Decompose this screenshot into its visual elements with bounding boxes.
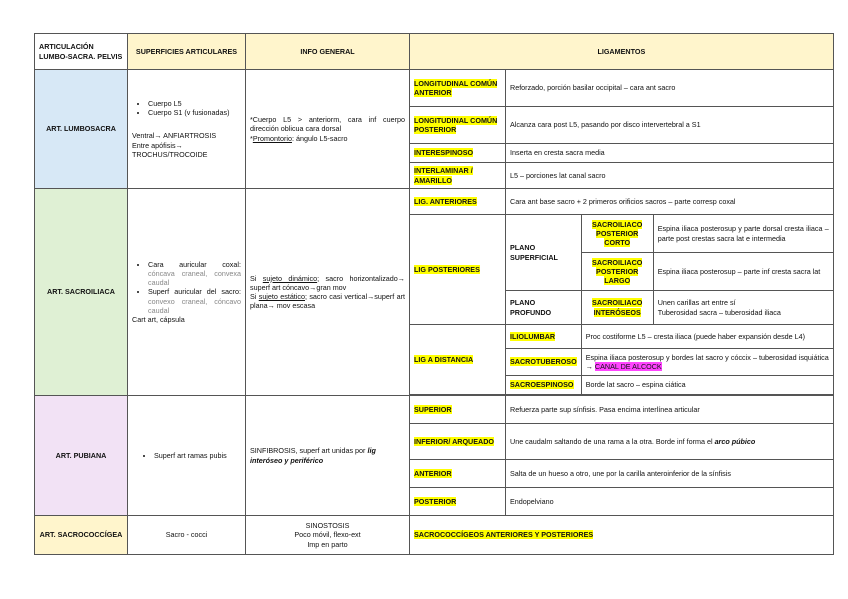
sacroiliaca-sup-item xyxy=(148,260,241,288)
lig-name-cell xyxy=(581,253,653,291)
art-pubiana: ART. PUBIANA xyxy=(35,396,128,516)
sacrococcigea-superficies: Sacro - cocci xyxy=(128,516,246,555)
lig-name-cell xyxy=(410,163,506,189)
sacroiliaca-superficies xyxy=(128,189,246,396)
lig-name-cell xyxy=(410,144,506,163)
lig-sacroiliaco-post-corto: SACROILIACO POSTERIOR CORTO xyxy=(592,219,643,248)
sacroiliaca-sup-item xyxy=(148,287,241,315)
lig-desc: Inserta en cresta sacra media xyxy=(506,144,834,163)
lig-name-cell xyxy=(410,460,506,488)
lig-name-cell xyxy=(410,396,506,424)
lig-posteriores: LIG POSTERIORES xyxy=(414,264,480,274)
sup-detail: convexo craneal, cóncavo caudal xyxy=(148,296,241,315)
lig-desc: Endopelviano xyxy=(506,488,834,516)
lig-a-distancia: LIG A DISTANCIA xyxy=(414,354,474,364)
info-rest: ; sacro horizontalizado→ superf art cóncavo→gran mov xyxy=(250,273,405,292)
lig-desc: Proc costiforme L5 – cresta iliaca (puede haber expansión desde L4) xyxy=(581,325,833,349)
lumbosacra-superficies xyxy=(128,70,246,189)
art-lumbosacra: ART. LUMBOSACRA xyxy=(35,70,128,189)
lig-posterior: POSTERIOR xyxy=(414,496,457,506)
lig-name-cell xyxy=(410,107,506,144)
lig-sacroiliaco-interoseos: SACROILIACO INTERÓSEOS xyxy=(592,298,643,317)
lig-longitudinal-posterior: LONGITUDINAL COMÚN POSTERIOR xyxy=(414,115,498,134)
info-line: SINOSTOSIS xyxy=(305,521,350,531)
lig-desc: L5 – porciones lat canal sacro xyxy=(506,163,834,189)
sup-label: Cara auricular coxal: xyxy=(148,259,241,269)
lumbosacra-info-rest: : ángulo L5-sacro xyxy=(291,133,348,143)
lumbosacra-sup-line: TROCHUS/TROCOIDE xyxy=(132,149,208,159)
pubiana-info-emph: lig interóseo y periférico xyxy=(250,446,376,465)
lig-interlaminar: INTERLAMINAR / AMARILLO xyxy=(414,166,473,185)
lig-name-cell xyxy=(581,215,653,253)
lig-desc: Borde lat sacro – espina ciática xyxy=(581,376,833,395)
lig-name-cell xyxy=(506,376,582,395)
lig-name-cell xyxy=(410,488,506,516)
plano-profundo: PLANO PROFUNDO xyxy=(506,291,582,325)
lig-desc xyxy=(653,291,833,325)
lig-sacrotuberoso: SACROTUBEROSO xyxy=(510,357,577,367)
lig-interespinoso: INTERESPINOSO xyxy=(414,148,474,158)
lig-desc xyxy=(581,349,833,376)
lig-desc: Espina iliaca posterosup y parte dorsal cresta iliaca – parte post crestas sacra lat e intermedia xyxy=(653,215,833,253)
pubiana-info-text: SINFIBROSIS, superf art unidas por xyxy=(250,446,368,456)
info-rest: ; sacro casi vertical→superf art plana→ mov escasa xyxy=(250,292,405,311)
sujeto-estatico-term: sujeto estático xyxy=(258,292,305,301)
header-articulacion: ARTICULACIÓN LUMBO-SACRA. PELVIS xyxy=(35,34,128,70)
lig-anteriores: LIG. ANTERIORES xyxy=(414,196,477,206)
lig-desc-text: Espina iliaca posterosup y bordes lat sacro y cóccix – tuberosidad isquiática → xyxy=(585,352,829,371)
lumbosacra-sup-line: Ventral→ ANFIARTROSIS xyxy=(132,131,217,141)
lig-desc: Espina iliaca posterosup – parte inf cresta sacra lat xyxy=(653,253,833,291)
canal-alcock-highlight: CANAL DE ALCOCK xyxy=(594,362,662,371)
lig-name-cell xyxy=(410,424,506,460)
lig-desc: Refuerza parte sup sínfisis. Pasa encima interlínea articular xyxy=(506,396,834,424)
info-si: Si xyxy=(250,273,263,283)
sacroiliaca-info xyxy=(246,189,410,396)
header-ligamentos: LIGAMENTOS xyxy=(410,34,834,70)
header-superficies: SUPERFICIES ARTICULARES xyxy=(128,34,246,70)
sujeto-dinamico-term: sujeto dinámico xyxy=(262,273,318,283)
lumbosacra-info xyxy=(246,70,410,189)
arco-pubico-term: arco púbico xyxy=(714,436,756,446)
sacrococcigea-info xyxy=(246,516,410,555)
lumbosacra-sup-item: • Cuerpo S1 (v fusionadas) xyxy=(148,108,241,117)
lig-name-cell xyxy=(410,325,506,395)
header-info-general: INFO GENERAL xyxy=(246,34,410,70)
sup-detail: cóncava craneal, convexa caudal xyxy=(148,268,241,288)
lig-name-cell xyxy=(410,70,506,107)
lig-desc-text: Une caudalm saltando de una rama a la otra. Borde inf forma el xyxy=(510,436,715,446)
lig-longitudinal-anterior: LONGITUDINAL COMÚN ANTERIOR xyxy=(414,78,498,97)
lig-superior: SUPERIOR xyxy=(414,404,452,414)
lig-name-cell xyxy=(506,325,582,349)
info-line: Poco móvil, flexo-ext xyxy=(294,530,361,540)
pubiana-info xyxy=(246,396,410,516)
sup-label: Superf auricular del sacro: xyxy=(148,287,241,297)
lig-name-cell xyxy=(410,215,506,325)
sacroiliaca-cart: Cart art, cápsula xyxy=(132,315,185,325)
info-line: Imp en parto xyxy=(307,539,348,549)
pubiana-superficies xyxy=(128,396,246,516)
lig-desc: Salta de un hueso a otro, une por la carilla anteroinferior de la sínfisis xyxy=(506,460,834,488)
lig-desc: Reforzado, porción basilar occipital – cara ant sacro xyxy=(506,70,834,107)
lig-name-cell xyxy=(410,516,834,555)
lig-name-cell xyxy=(506,349,582,376)
info-si: Si xyxy=(250,292,259,301)
articulation-table xyxy=(34,33,834,555)
lumbosacra-info-star: * xyxy=(250,133,253,143)
lig-desc: Alcanza cara post L5, pasando por disco intervertebral a S1 xyxy=(506,107,834,144)
lig-sacroespinoso: SACROESPINOSO xyxy=(510,380,574,390)
art-sacroiliaca: ART. SACROILIACA xyxy=(35,189,128,396)
lig-iliolumbar: ILIOLUMBAR xyxy=(510,331,556,341)
art-sacrococcigea: ART. SACROCOCCÍGEA xyxy=(35,516,128,555)
lig-desc-line: Tuberosidad sacra – tuberosidad iliaca xyxy=(657,307,781,317)
lig-sacroiliaco-post-largo: SACROILIACO POSTERIOR LARGO xyxy=(592,257,643,286)
pubiana-sup-item: • Superf art ramas pubis xyxy=(154,451,241,460)
lumbosacra-sup-line: Entre apófisis→ xyxy=(132,140,183,150)
lig-name-cell xyxy=(581,291,653,325)
lig-desc: Cara ant base sacro + 2 primeros orificios sacros – parte corresp coxal xyxy=(506,189,834,215)
lumbosacra-sup-item: • Cuerpo L5 xyxy=(148,99,241,108)
lig-inferior-arqueado: INFERIOR/ ARQUEADO xyxy=(414,436,494,446)
lig-anterior: ANTERIOR xyxy=(414,468,452,478)
lig-name-cell xyxy=(410,189,506,215)
lig-desc-line: Unen carillas art entre sí xyxy=(657,298,736,308)
plano-superficial: PLANO SUPERFICIAL xyxy=(506,215,582,291)
lumbosacra-info-line: *Cuerpo L5 > anteriorm, cara inf cuerpo dirección oblicua cara dorsal xyxy=(250,115,405,134)
lig-sacrococcigeos: SACROCOCCÍGEOS ANTERIORES Y POSTERIORES xyxy=(414,530,594,540)
lig-desc xyxy=(506,424,834,460)
promontorio-term: Promontorio xyxy=(252,133,292,143)
